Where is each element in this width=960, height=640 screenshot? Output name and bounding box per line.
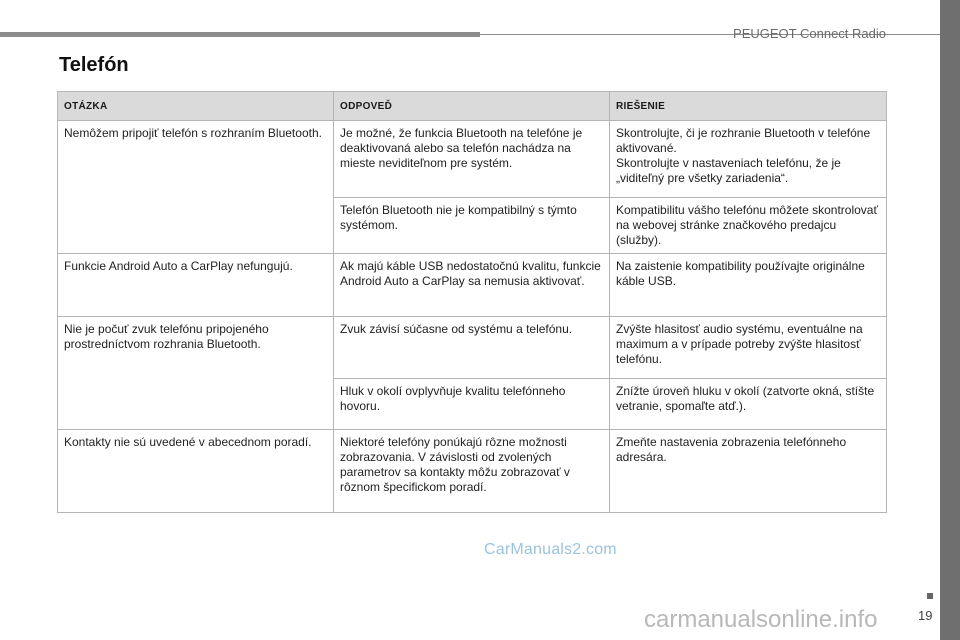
- table-header-row: [58, 92, 887, 121]
- answer-cell: Niektoré telefóny ponúkajú rôzne možnosti zobrazovania. V závislosti od zvolených parametrov sa kontakty môžu zobrazovať v rôznom špecifickom poradí.: [334, 430, 610, 513]
- watermark-footer: carmanualsonline.info: [644, 606, 878, 633]
- answer-cell: Zvuk závisí súčasne od systému a telefónu.: [334, 317, 610, 379]
- answer-cell: Je možné, že funkcia Bluetooth na telefóne je deaktivovaná alebo sa telefón nachádza na mieste neviditeľnom pre systém.: [334, 121, 610, 198]
- page-number: 19: [918, 608, 933, 623]
- solution-text: Skontrolujte, či je rozhranie Bluetooth v telefóne aktivované. Skontrolujte v nastaveniach telefónu, že je „viditeľný pre všetky zariadenia“.: [616, 126, 871, 185]
- page-title: Telefón: [59, 54, 129, 76]
- question-cell: Kontakty nie sú uvedené v abecednom poradí.: [58, 430, 334, 513]
- solution-cell: Kompatibilitu vášho telefónu môžete skontrolovať na webovej stránke značkového predajcu (služby).: [610, 198, 887, 254]
- column-header-solution: RIEŠENIE: [610, 92, 887, 121]
- column-header-question: OTÁZKA: [58, 92, 334, 121]
- bullet-marker: [927, 593, 933, 599]
- header-brand: PEUGEOT Connect Radio: [733, 26, 886, 41]
- watermark-site: CarManuals2.com: [484, 541, 617, 558]
- column-header-answer: ODPOVEĎ: [334, 92, 610, 121]
- answer-cell: Telefón Bluetooth nie je kompatibilný s týmto systémom.: [334, 198, 610, 254]
- solution-cell: [610, 121, 887, 198]
- solution-cell: Na zaistenie kompatibility používajte originálne káble USB.: [610, 254, 887, 317]
- solution-cell: Zmeňte nastavenia zobrazenia telefónneho adresára.: [610, 430, 887, 513]
- solution-cell: Zvýšte hlasitosť audio systému, eventuálne na maximum a v prípade potreby zvýšte hlasitosť telefónu.: [610, 317, 887, 379]
- question-cell: Nemôžem pripojiť telefón s rozhraním Bluetooth.: [58, 121, 334, 254]
- table-row: [58, 317, 887, 379]
- table-row: [58, 121, 887, 198]
- faq-table: [57, 91, 887, 513]
- question-cell: Funkcie Android Auto a CarPlay nefungujú.: [58, 254, 334, 317]
- table-row: [58, 430, 887, 513]
- solution-cell: Znížte úroveň hluku v okolí (zatvorte okná, stíšte vetranie, spomaľte atď.).: [610, 379, 887, 430]
- question-cell: Nie je počuť zvuk telefónu pripojeného prostredníctvom rozhrania Bluetooth.: [58, 317, 334, 430]
- answer-cell: Hluk v okolí ovplyvňuje kvalitu telefónneho hovoru.: [334, 379, 610, 430]
- header-rule-thick: [0, 32, 480, 37]
- side-strip: [940, 0, 960, 640]
- answer-cell: Ak majú káble USB nedostatočnú kvalitu, funkcie Android Auto a CarPlay sa nemusia aktivovať.: [334, 254, 610, 317]
- table-row: [58, 254, 887, 317]
